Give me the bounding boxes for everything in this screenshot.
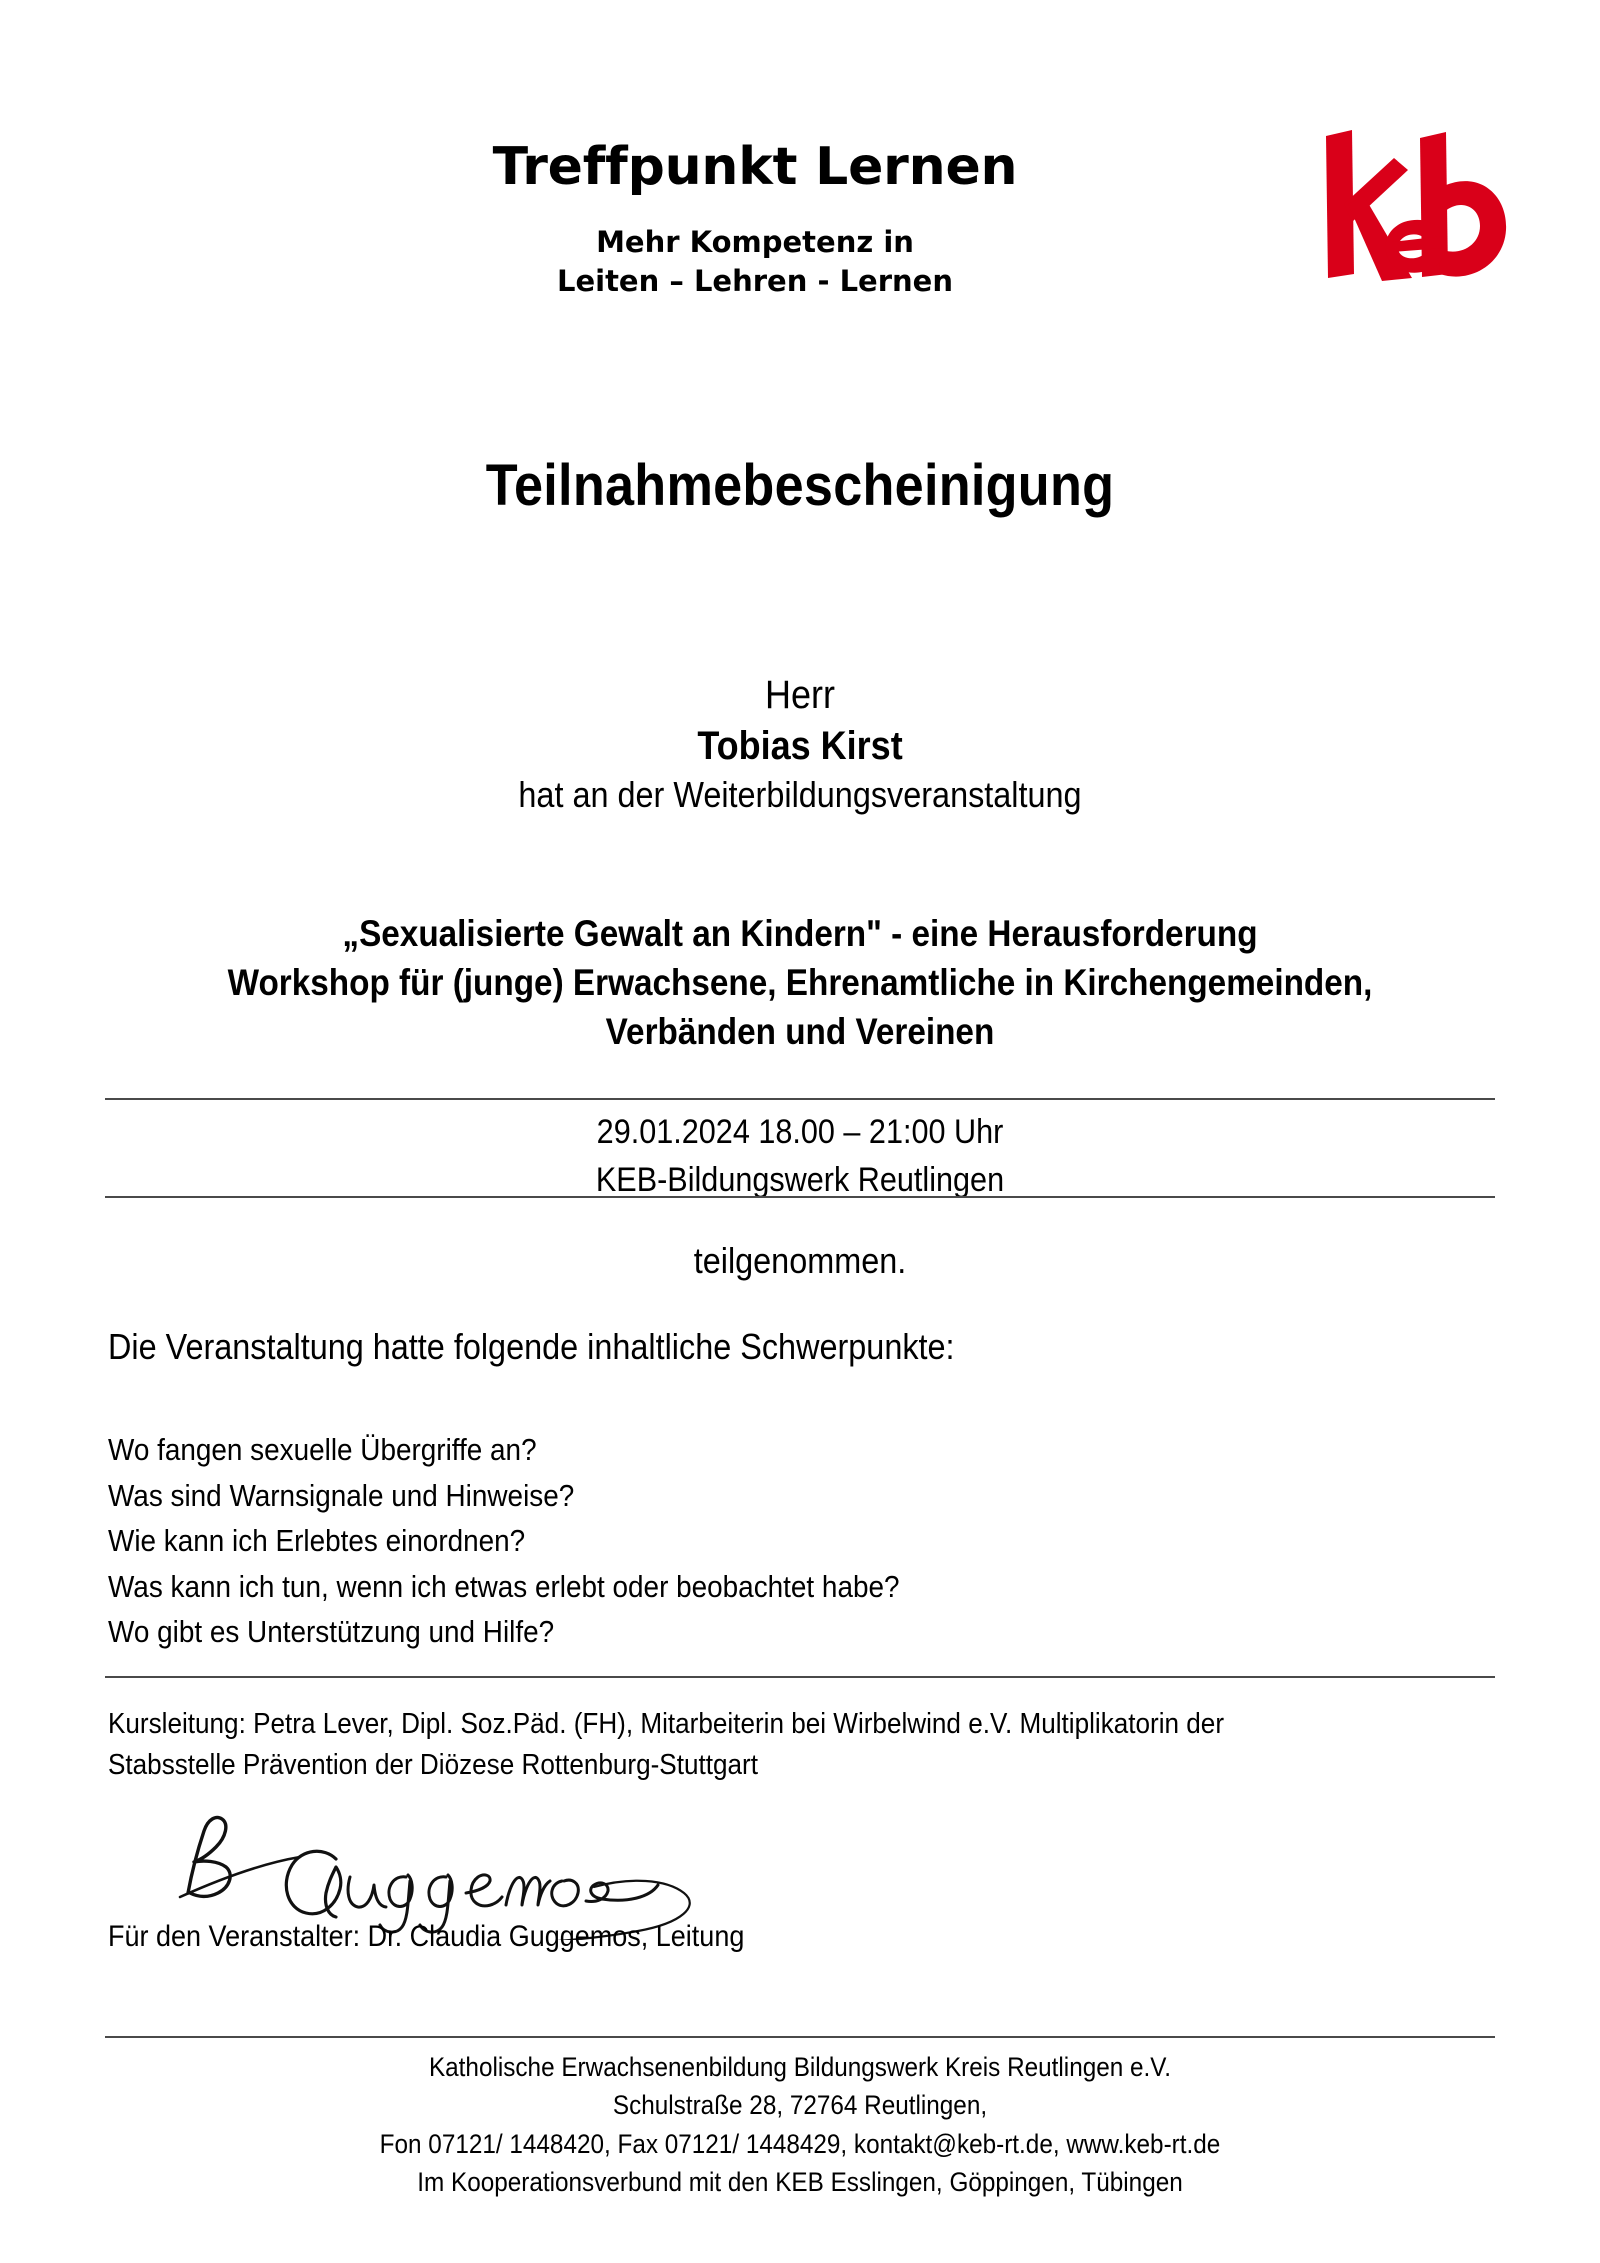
divider-above-event-meta (105, 1098, 1495, 1100)
footer-cooperation: Im Kooperationsverbund mit den KEB Esslingen, Göppingen, Tübingen (417, 2166, 1183, 2197)
signer-line: Für den Veranstalter: Dr. Claudia Guggemos, Leitung (108, 1920, 745, 1953)
event-datetime: 29.01.2024 18.00 – 21:00 Uhr (596, 1113, 1004, 1151)
recipient-name: Tobias Kirst (697, 724, 903, 769)
event-meta (80, 1108, 1520, 1205)
topics-lead-in: Die Veranstaltung hatte folgende inhaltliche Schwerpunkte: (108, 1326, 955, 1367)
event-location: KEB-Bildungswerk Reutlingen (595, 1161, 1005, 1200)
divider-below-event-meta (105, 1196, 1495, 1198)
list-item: Was sind Warnsignale und Hinweise? (108, 1477, 575, 1513)
list-item: Was kann ich tun, wenn ich etwas erlebt oder beobachtet habe? (108, 1568, 900, 1604)
brand-subtitle-line-1: Mehr Kompetenz in (596, 224, 914, 259)
course-leadership-line-1: Kursleitung: Petra Lever, Dipl. Soz.Päd. (FH), Mitarbeiterin bei Wirbelwind e.V. Multiplikatorin der (108, 1708, 1225, 1740)
list-item: Wo gibt es Unterstützung und Hilfe? (108, 1614, 555, 1650)
divider-above-course-leadership (105, 1676, 1495, 1678)
course-leadership (108, 1704, 1354, 1786)
footer-organization: Katholische Erwachsenenbildung Bildungswerk Kreis Reutlingen e.V. (428, 2052, 1172, 2082)
course-title-line-1: „Sexualisierte Gewalt an Kindern" - eine Herausforderung (342, 913, 1258, 954)
brand-subtitle-line-2: Leiten – Lehren - Lernen (556, 263, 953, 298)
footer-contact: Fon 07121/ 1448420, Fax 07121/ 1448429, kontakt@keb-rt.de, www.keb-rt.de (379, 2128, 1221, 2159)
recipient-block (0, 670, 1600, 819)
document-header (0, 0, 1600, 420)
divider-above-footer (105, 2036, 1495, 2038)
footer-address: Schulstraße 28, 72764 Reutlingen, (612, 2090, 988, 2121)
list-item: Wo fangen sexuelle Übergriffe an? (108, 1432, 537, 1467)
brand-subtitle (0, 223, 1510, 301)
course-title-line-3: Verbänden und Vereinen (605, 1010, 995, 1052)
page-title: Teilnahmebescheinigung (485, 453, 1115, 518)
brand-title: Treffpunkt Lernen (492, 137, 1018, 197)
keb-logo-icon (1308, 118, 1508, 283)
recipient-salutation: Herr (764, 673, 836, 717)
course-title-line-2: Workshop für (junge) Erwachsene, Ehrenamtliche in Kirchengemeinden, (227, 961, 1373, 1003)
recipient-phrase: hat an der Weiterbildungsveranstaltung (518, 774, 1082, 816)
participation-statement: teilgenommen. (693, 1240, 907, 1281)
course-leadership-line-2: Stabsstelle Prävention der Diözese Rottenburg-Stuttgart (108, 1749, 758, 1782)
document-footer (80, 2048, 1520, 2201)
course-title (179, 910, 1421, 1056)
topics-list (108, 1427, 1354, 1655)
list-item: Wie kann ich Erlebtes einordnen? (108, 1523, 526, 1559)
